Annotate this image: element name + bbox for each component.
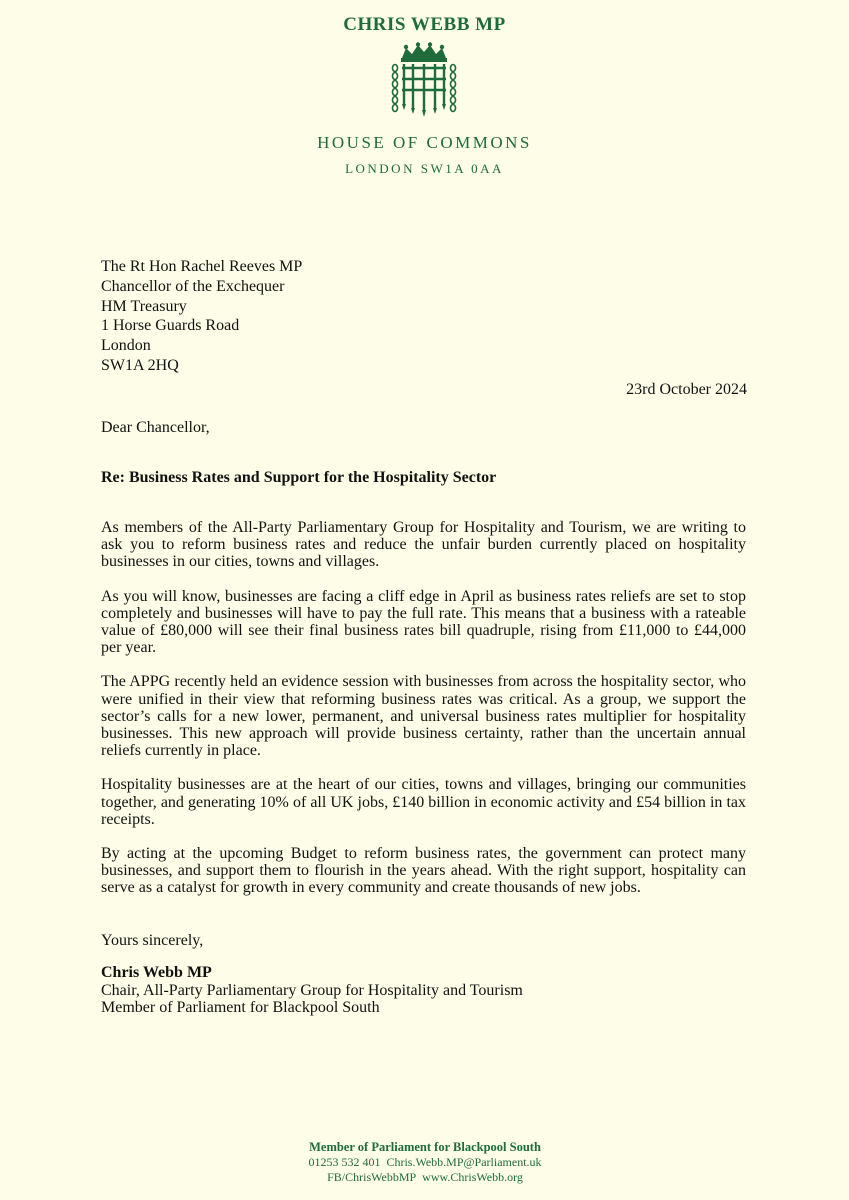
footer-contact-line: [225, 1155, 625, 1170]
letter-date: 23rd October 2024: [626, 381, 747, 398]
letter-body: [101, 519, 746, 914]
signature-role: Chair, All-Party Parliamentary Group for Hospitality and Tourism: [101, 981, 523, 999]
footer-phone: 01253 532 401: [308, 1155, 381, 1169]
signature-constituency: Member of Parliament for Blackpool South: [101, 999, 380, 1016]
salutation: Dear Chancellor,: [101, 419, 210, 436]
footer-website[interactable]: www.ChrisWebb.org: [422, 1170, 523, 1184]
signature-block: [101, 964, 523, 1017]
recipient-line: London: [101, 337, 151, 355]
recipient-address: [101, 257, 302, 376]
footer-email[interactable]: Chris.Webb.MP@Parliament.uk: [386, 1155, 542, 1169]
subject-line: Re: Business Rates and Support for the Hospitality Sector: [101, 469, 497, 486]
letterhead-mp-name: CHRIS WEBB MP: [343, 14, 506, 35]
footer: [225, 1140, 625, 1185]
body-paragraph: By acting at the upcoming Budget to reform business rates, the government can protect many businesses, and support them to flourish in the years ahead. With the right support, hospitality can serve as a catalyst for growth in every community and create thousands of new jobs.: [101, 845, 746, 897]
body-paragraph: The APPG recently held an evidence session with businesses from across the hospitality sector, who were unified in their view that reforming business rates was critical. As a group, we support the sector’s calls for a new lower, permanent, and universal business rates multiplier for hospitality businesses. This new approach will provide business certainty, rather than the uncertain annual reliefs currently in place.: [101, 673, 746, 760]
signature-name: Chris Webb MP: [101, 964, 212, 981]
body-paragraph: Hospitality businesses are at the heart of our cities, towns and villages, bringing our communities together, and generating 10% of all UK jobs, £140 billion in economic activity and £54 billion in tax receipts.: [101, 776, 746, 828]
body-paragraph: As members of the All-Party Parliamentary Group for Hospitality and Tourism, we are writing to ask you to reform business rates and reduce the unfair burden currently placed on hospitality businesses in our cities, towns and villages.: [101, 519, 746, 571]
body-paragraph: As you will know, businesses are facing a cliff edge in April as business rates reliefs are set to stop completely and businesses will have to pay the full rate. This means that a business with a rateable value of £80,000 will see their final business rates bill quadruple, rising from £11,000 to £44,000 per year.: [101, 587, 746, 657]
recipient-line: HM Treasury: [101, 297, 187, 315]
letterhead-address: LONDON SW1A 0AA: [345, 161, 504, 176]
closing: Yours sincerely,: [101, 932, 204, 949]
footer-web-line: [225, 1170, 625, 1185]
portcullis-icon: [388, 42, 460, 118]
footer-facebook[interactable]: FB/ChrisWebbMP: [327, 1170, 417, 1184]
letterhead-institution: HOUSE OF COMMONS: [317, 133, 532, 152]
footer-title: Member of Parliament for Blackpool South: [309, 1140, 541, 1154]
recipient-line: 1 Horse Guards Road: [101, 317, 240, 335]
recipient-line: Chancellor of the Exchequer: [101, 277, 285, 295]
recipient-line: The Rt Hon Rachel Reeves MP: [101, 258, 303, 275]
recipient-line: SW1A 2HQ: [101, 356, 179, 374]
